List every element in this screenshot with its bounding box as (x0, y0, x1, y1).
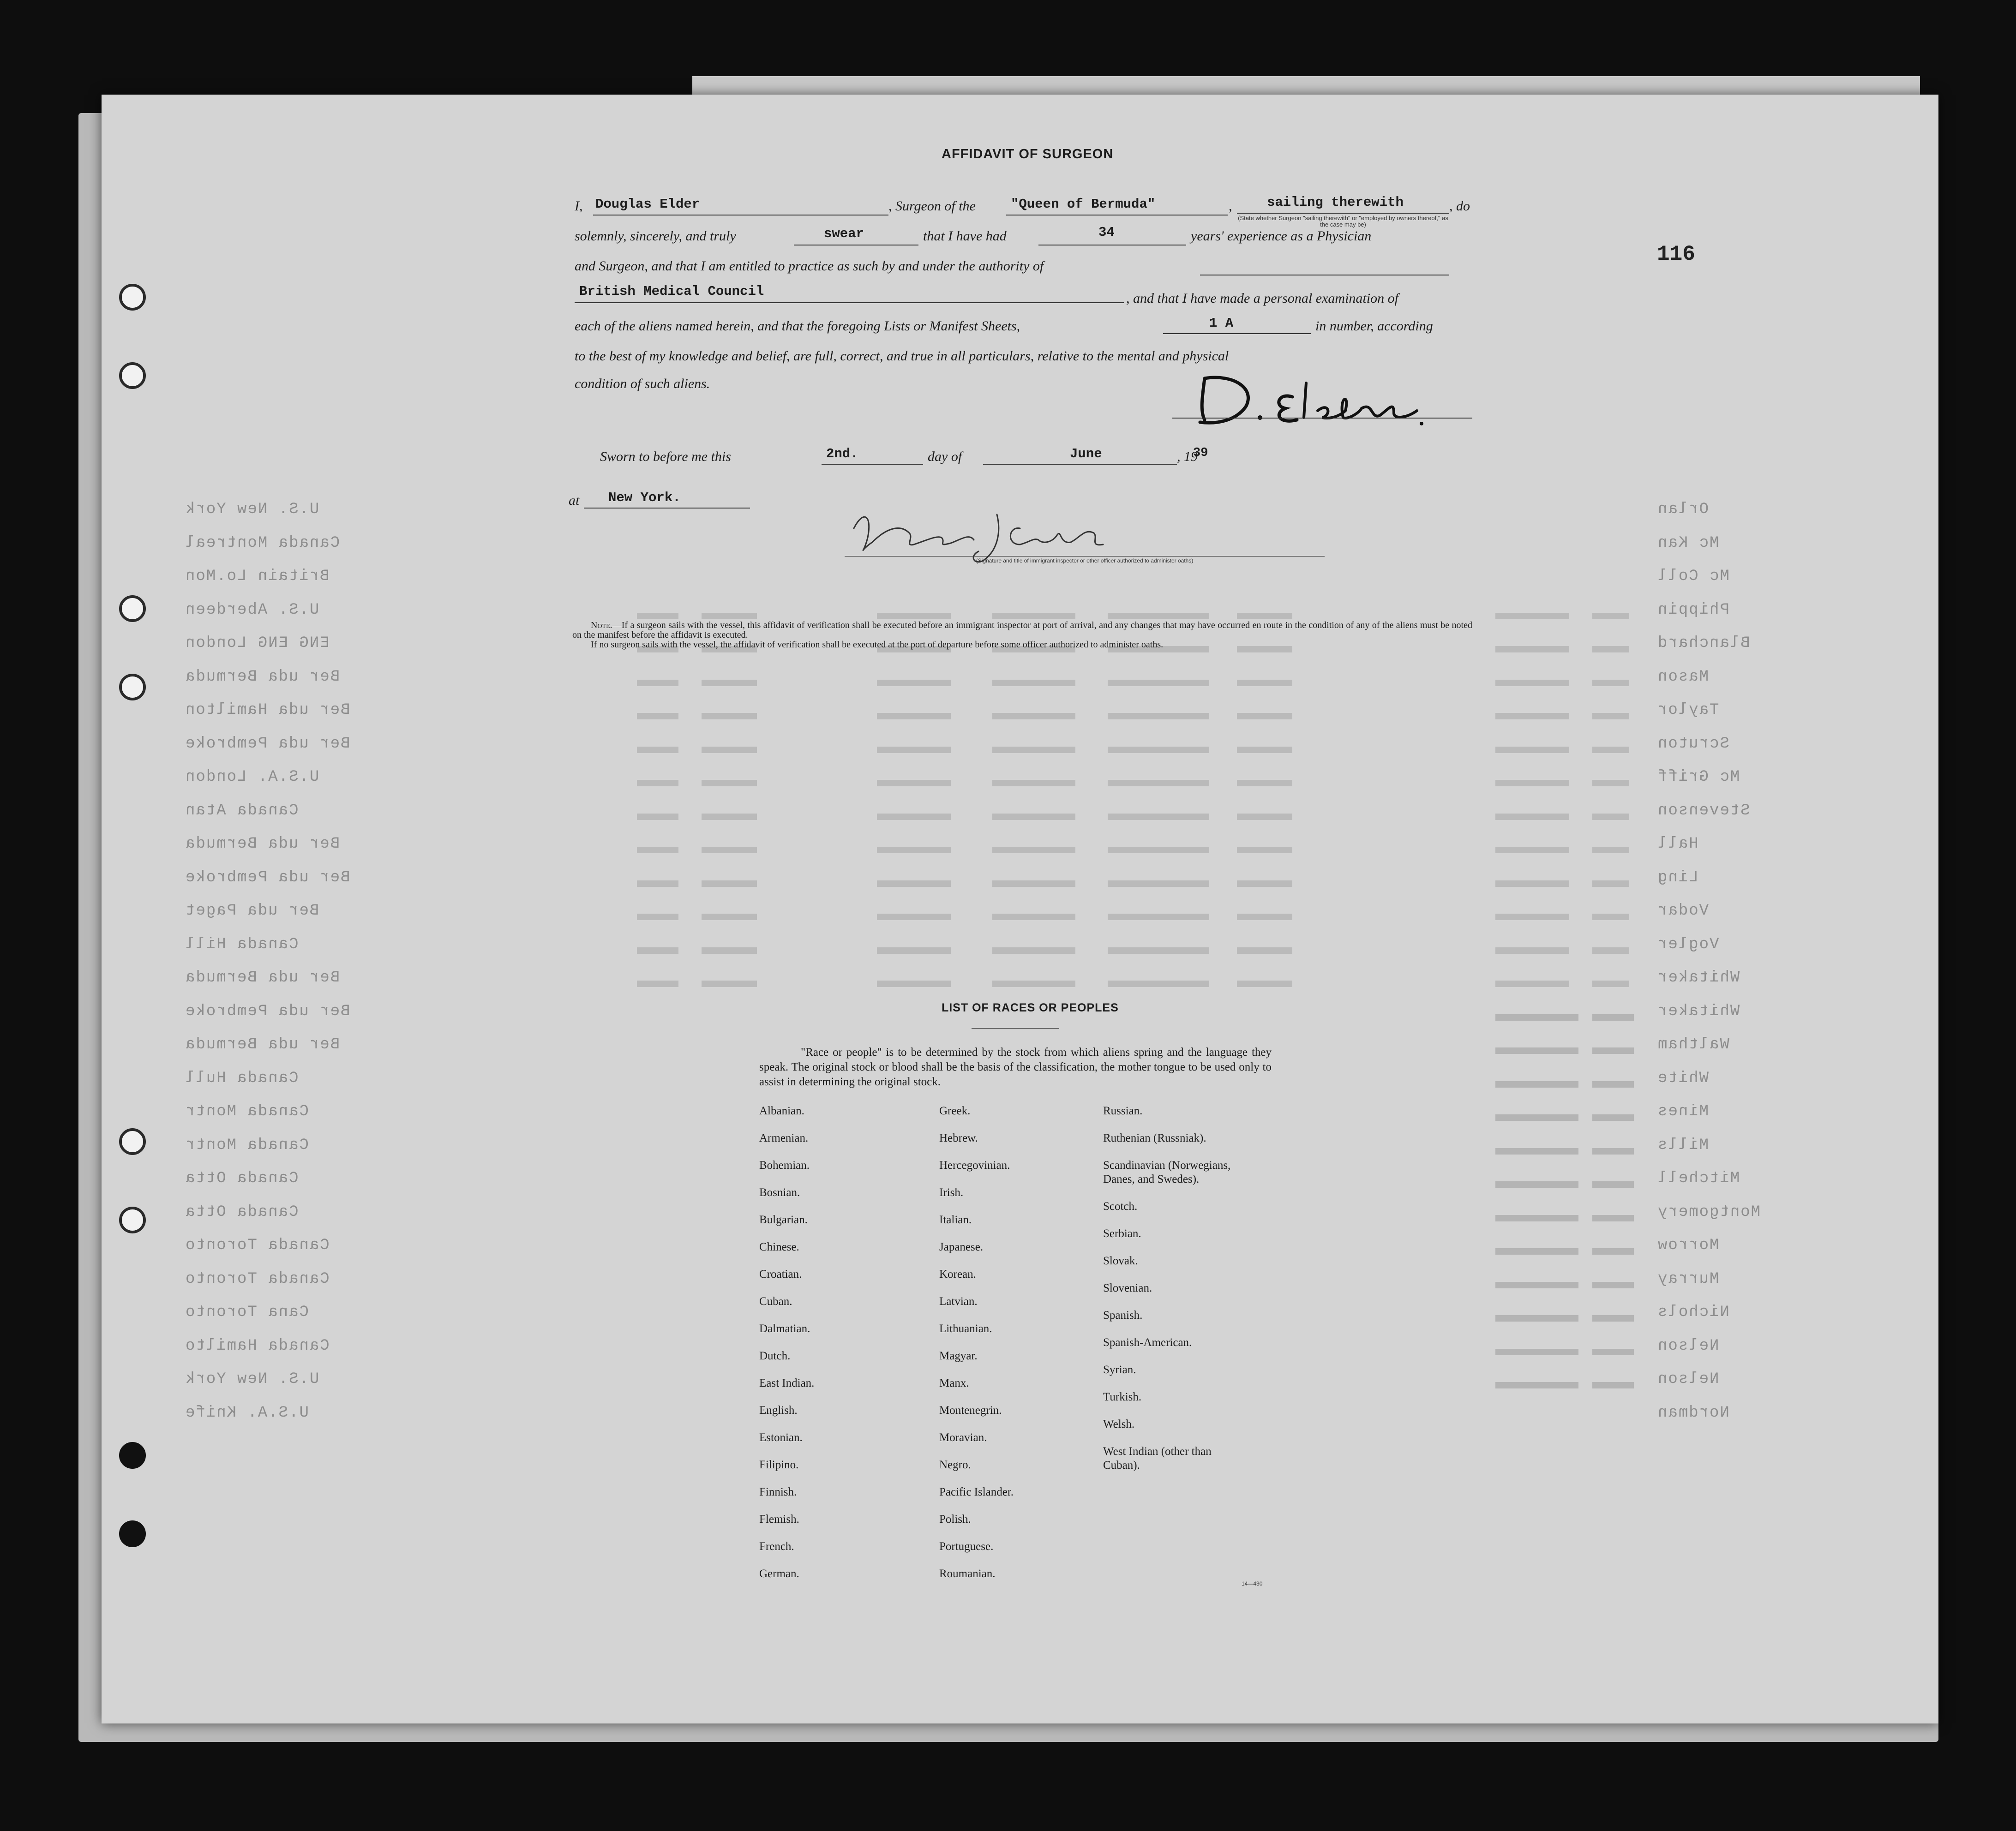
race-item: Bulgarian. (759, 1214, 808, 1226)
bleed-mark (877, 613, 951, 619)
bleed-mark (1495, 1282, 1578, 1288)
bleed-mark (1592, 981, 1629, 987)
bleed-through-text: Vogler (1657, 935, 1719, 953)
bleed-through-text: Montgomery (1657, 1203, 1761, 1221)
race-item: Manx. (939, 1377, 969, 1389)
bleed-mark (1592, 814, 1629, 820)
race-item: Italian. (939, 1214, 972, 1226)
bleed-mark (637, 747, 678, 753)
text-day-of: day of (928, 449, 962, 464)
races-intro-text: "Race or people" is to be determined by the stock from which aliens spring and the language they speak. The original stock or blood shall be the basis of the classification, the mother tongue to be used only to assist in determining the original stock. (759, 1046, 1272, 1088)
bleed-mark (1495, 1047, 1578, 1054)
bleed-through-text: Mitchell (1657, 1170, 1740, 1187)
race-item: Slovak. (1103, 1255, 1138, 1267)
note-paragraph (572, 621, 1472, 650)
bleed-mark (992, 780, 1075, 786)
bleed-mark (1237, 814, 1292, 820)
bleed-mark (1495, 713, 1569, 719)
race-item: Scandinavian (Norwegians, (1103, 1159, 1231, 1172)
bleed-mark (992, 713, 1075, 719)
race-item: Latvian. (939, 1295, 978, 1308)
bleed-through-text: Mills (1657, 1136, 1709, 1154)
binder-hole (119, 1520, 146, 1547)
bleed-through-text: Blanchard (1657, 634, 1750, 652)
inspector-caption: (Signature and title of immigrant inspector or other officer authorized to administer oaths) (976, 557, 1194, 564)
race-item: Irish. (939, 1186, 964, 1199)
bleed-through-text: Vodar (1657, 902, 1709, 920)
bleed-through-text: U.S. New York (185, 501, 319, 518)
bleed-mark (1592, 713, 1629, 719)
race-item: Montenegrin. (939, 1404, 1002, 1417)
bleed-mark (1495, 1215, 1578, 1221)
bleed-mark (1592, 613, 1629, 619)
bleed-through-text: Ber uda Bermuda (185, 835, 340, 853)
bleed-mark (1495, 814, 1569, 820)
bleed-through-text: U.S.A. Knife (185, 1404, 309, 1422)
bleed-mark (992, 847, 1075, 853)
races-intro (759, 1045, 1272, 1089)
race-item: Roumanian. (939, 1568, 996, 1580)
bleed-through-text: U.S.A. London (185, 768, 319, 786)
bleed-mark (637, 613, 678, 619)
text-each-alien: each of the aliens named herein, and that the foregoing Lists or Manifest Sheets, (575, 318, 1020, 334)
bleed-through-text: Ber uda Hamilton (185, 701, 350, 719)
bleed-mark (1495, 1349, 1578, 1355)
rule (575, 302, 1124, 303)
race-item: Magyar. (939, 1350, 978, 1362)
text-surgeon-of: , Surgeon of the (888, 198, 976, 214)
bleed-through-text: Mc Coll (1657, 568, 1729, 585)
bleed-mark (1495, 747, 1569, 753)
text-and-surgeon: and Surgeon, and that I am entitled to practice as such by and under the authority of (575, 258, 1044, 274)
bleed-mark (1237, 880, 1292, 887)
bleed-through-text: ENG ENG London (185, 634, 330, 652)
bleed-mark (1495, 1382, 1578, 1388)
bleed-mark (992, 914, 1075, 920)
sailing-status-hint: (State whether Surgeon "sailing therewith" or "employed by owners thereof," as the case may be) (1238, 215, 1448, 228)
bleed-mark (1592, 880, 1629, 887)
race-item: Croatian. (759, 1268, 802, 1281)
bleed-through-text: Orlan (1657, 501, 1709, 518)
race-item: Pacific Islander. (939, 1486, 1014, 1498)
bleed-mark (1495, 1081, 1578, 1088)
bleed-through-text: Canada Toronto (185, 1237, 330, 1254)
bleed-through-text: Nichols (1657, 1304, 1729, 1321)
bleed-mark (1237, 747, 1292, 753)
bleed-mark (1592, 847, 1629, 853)
bleed-through-text: Mc Kan (1657, 534, 1719, 552)
bleed-mark (1592, 1215, 1634, 1221)
bleed-mark (1495, 1181, 1578, 1188)
bleed-mark (1495, 1315, 1578, 1322)
race-item: Negro. (939, 1459, 971, 1471)
race-item: Bohemian. (759, 1159, 810, 1172)
text-personal-exam: , and that I have made a personal examination of (1126, 291, 1398, 306)
text-comma: , (1229, 198, 1232, 214)
race-item: Syrian. (1103, 1364, 1136, 1376)
race-item: Ruthenian (Russniak). (1103, 1132, 1206, 1144)
race-item: Filipino. (759, 1459, 799, 1471)
bleed-mark (1592, 1282, 1634, 1288)
bleed-mark (1237, 713, 1292, 719)
bleed-through-text: Whitaker (1657, 1002, 1740, 1020)
bleed-through-text: Ber uda Paget (185, 902, 319, 920)
bleed-through-text: Nordman (1657, 1404, 1729, 1422)
bleed-mark (1108, 680, 1209, 686)
bleed-mark (1108, 914, 1209, 920)
bleed-mark (1495, 914, 1569, 920)
bleed-through-text: Ber uda Pembroke (185, 868, 350, 886)
note-text: —If a surgeon sails with the vessel, this affidavit of verification shall be executed before an immigrant inspector at port of arrival, and any changes that may have occurred en route in the condition of any of the aliens must be noted on the manifest before the affidavit is executed. (572, 620, 1472, 640)
bleed-mark (1108, 880, 1209, 887)
bleed-mark (1592, 780, 1629, 786)
race-item: Portuguese. (939, 1540, 994, 1553)
bleed-mark (1495, 947, 1569, 954)
race-item: Albanian. (759, 1105, 804, 1117)
race-item: Hercegovinian. (939, 1159, 1010, 1172)
bleed-mark (992, 880, 1075, 887)
ship-name: "Queen of Bermuda" (1011, 197, 1156, 212)
bleed-mark (1237, 981, 1292, 987)
bleed-mark (992, 680, 1075, 686)
bleed-mark (702, 914, 757, 920)
bleed-mark (637, 847, 678, 853)
bleed-mark (1592, 1114, 1634, 1121)
sworn-month: June (1070, 446, 1102, 461)
race-item: German. (759, 1568, 799, 1580)
bleed-mark (1108, 814, 1209, 820)
authority: British Medical Council (579, 284, 764, 299)
sheet-count: 1 A (1209, 316, 1234, 331)
text-best-knowledge: to the best of my knowledge and belief, are full, correct, and true in all particulars, relative to the mental and physical (575, 348, 1229, 364)
bleed-mark (702, 880, 757, 887)
bleed-mark (1237, 847, 1292, 853)
bleed-through-text: Mc Griff (1657, 768, 1740, 786)
bleed-mark (1108, 613, 1209, 619)
race-item: Russian. (1103, 1105, 1143, 1117)
bleed-mark (1237, 947, 1292, 954)
note-text-2: If no surgeon sails with the vessel, the affidavit of verification shall be executed at the port of departure before some officer authorized to administer oaths. (591, 640, 1164, 650)
binder-hole (119, 674, 146, 700)
race-item: Greek. (939, 1105, 971, 1117)
bleed-mark (1495, 646, 1569, 652)
bleed-mark (702, 780, 757, 786)
text-in-number: in number, according (1315, 318, 1433, 334)
bleed-through-text: Cana Toronto (185, 1304, 309, 1321)
bleed-through-text: Canada Atan (185, 802, 299, 820)
bleed-mark (1108, 847, 1209, 853)
bleed-mark (1495, 680, 1569, 686)
bleed-mark (637, 880, 678, 887)
race-item: Bosnian. (759, 1186, 800, 1199)
text-i-have-had: that I have had (923, 228, 1007, 244)
bleed-mark (637, 780, 678, 786)
bleed-mark (1592, 646, 1629, 652)
bleed-mark (1108, 780, 1209, 786)
page-number: 116 (1657, 242, 1695, 266)
bleed-mark (877, 713, 951, 719)
text-nineteen: , 19 (1177, 449, 1198, 464)
title-underline (972, 1028, 1059, 1029)
surgeon-signature (1191, 369, 1477, 434)
race-item: Armenian. (759, 1132, 809, 1144)
sworn-year: 39 (1193, 446, 1208, 460)
text-do: , do (1449, 198, 1470, 214)
race-item: Dutch. (759, 1350, 791, 1362)
text-sworn: Sworn to before me this (600, 449, 731, 464)
bleed-mark (1495, 880, 1569, 887)
text-at: at (569, 493, 580, 508)
races-title: LIST OF RACES OR PEOPLES (942, 1001, 1119, 1014)
bleed-through-text: Mines (1657, 1103, 1709, 1120)
race-item: Japanese. (939, 1241, 984, 1253)
bleed-mark (1592, 1248, 1634, 1255)
bleed-through-text: Waltham (1657, 1036, 1729, 1053)
bleed-mark (702, 814, 757, 820)
bleed-mark (1237, 613, 1292, 619)
bleed-mark (637, 981, 678, 987)
binder-hole (119, 1207, 146, 1233)
race-item: Scotch. (1103, 1200, 1138, 1213)
bleed-through-text: White (1657, 1069, 1709, 1087)
bleed-through-text: Ber uda Bermuda (185, 969, 340, 987)
bleed-mark (877, 847, 951, 853)
bleed-mark (637, 713, 678, 719)
bleed-through-text: Ber uda Bermuda (185, 1036, 340, 1053)
bleed-mark (877, 814, 951, 820)
race-item: West Indian (other than (1103, 1445, 1212, 1458)
race-item: Estonian. (759, 1431, 803, 1444)
bleed-through-text: Ber uda Pembroke (185, 735, 350, 753)
bleed-mark (1592, 680, 1629, 686)
bleed-through-text: Canada Hull (185, 1069, 299, 1087)
race-item: Dalmatian. (759, 1322, 810, 1335)
bleed-through-text: Britain Lo.Mon (185, 568, 330, 585)
years-experience: 34 (1098, 225, 1115, 240)
bleed-mark (992, 981, 1075, 987)
bleed-mark (1592, 1382, 1634, 1388)
bleed-through-text: Ber uda Pembroke (185, 1002, 350, 1020)
race-item: Danes, and Swedes). (1103, 1173, 1200, 1185)
race-item: Lithuanian. (939, 1322, 992, 1335)
race-item: Cuban). (1103, 1459, 1140, 1472)
bleed-mark (1495, 613, 1569, 619)
bleed-mark (877, 680, 951, 686)
bleed-mark (637, 947, 678, 954)
bleed-through-text: Ling (1657, 868, 1698, 886)
bleed-through-text: Canada Toronto (185, 1270, 330, 1288)
race-item: English. (759, 1404, 798, 1417)
bleed-mark (702, 713, 757, 719)
bleed-through-text: Mason (1657, 668, 1709, 686)
bleed-through-text: Morrow (1657, 1237, 1719, 1254)
race-item: Slovenian. (1103, 1282, 1152, 1294)
bleed-mark (1108, 747, 1209, 753)
sworn-day: 2nd. (826, 446, 858, 461)
bleed-through-text: Taylor (1657, 701, 1719, 719)
signature-rule (1172, 418, 1472, 419)
bleed-mark (1495, 1248, 1578, 1255)
bleed-mark (702, 680, 757, 686)
bleed-mark (992, 747, 1075, 753)
rule (983, 464, 1177, 465)
bleed-mark (877, 780, 951, 786)
bleed-mark (1592, 747, 1629, 753)
race-item: East Indian. (759, 1377, 815, 1389)
bleed-mark (877, 880, 951, 887)
bleed-mark (1592, 1181, 1634, 1188)
binder-hole (119, 284, 146, 311)
bleed-through-text: Murray (1657, 1270, 1719, 1288)
bleed-through-text: Canada Montr (185, 1136, 309, 1154)
rule (584, 508, 750, 509)
bleed-mark (1495, 1148, 1578, 1155)
bleed-mark (702, 947, 757, 954)
note-label: Note. (591, 620, 612, 630)
race-item: Spanish. (1103, 1309, 1143, 1322)
bleed-mark (877, 914, 951, 920)
bleed-mark (1495, 847, 1569, 853)
bleed-through-text: Canada Otta (185, 1203, 299, 1221)
bleed-through-text: U.S. New York (185, 1370, 319, 1388)
bleed-mark (1592, 1014, 1634, 1021)
bleed-mark (1592, 1081, 1634, 1088)
bleed-through-text: Stevenson (1657, 802, 1750, 820)
text-i: I, (575, 198, 583, 214)
bleed-mark (1108, 947, 1209, 954)
races-column-1 (759, 1105, 814, 1595)
race-item: Spanish-American. (1103, 1336, 1192, 1349)
race-item: Finnish. (759, 1486, 797, 1498)
bleed-mark (992, 613, 1075, 619)
races-column-3 (1103, 1105, 1230, 1487)
bleed-mark (1495, 1114, 1578, 1121)
bleed-mark (702, 847, 757, 853)
bleed-through-text: Canada Montreal (185, 534, 340, 552)
bleed-mark (637, 814, 678, 820)
surgeon-name: Douglas Elder (595, 197, 700, 212)
race-item: Hebrew. (939, 1132, 978, 1144)
bleed-through-text: Canada Montr (185, 1103, 309, 1120)
binder-hole (119, 362, 146, 389)
race-item: Welsh. (1103, 1418, 1135, 1430)
race-item: Chinese. (759, 1241, 799, 1253)
race-item: Korean. (939, 1268, 976, 1281)
bleed-mark (1108, 981, 1209, 987)
bleed-through-text: Nelson (1657, 1370, 1719, 1388)
bleed-mark (877, 747, 951, 753)
bleed-mark (702, 613, 757, 619)
bleed-mark (1108, 713, 1209, 719)
bleed-mark (1237, 914, 1292, 920)
bleed-mark (877, 981, 951, 987)
bleed-mark (1592, 1315, 1634, 1322)
race-item: Flemish. (759, 1513, 799, 1526)
rule (1163, 333, 1311, 334)
bleed-mark (1495, 981, 1569, 987)
bleed-mark (992, 814, 1075, 820)
bleed-mark (637, 680, 678, 686)
bleed-through-text: Ber uda Bermuda (185, 668, 340, 686)
bleed-through-text: Whitaker (1657, 969, 1740, 987)
binder-hole (119, 595, 146, 622)
bleed-mark (1592, 1349, 1634, 1355)
race-item: Turkish. (1103, 1391, 1142, 1403)
sailing-status: sailing therewith (1267, 195, 1404, 210)
rule (1237, 213, 1449, 214)
form-number: 14—430 (1242, 1580, 1263, 1587)
bleed-through-text: Scruton (1657, 735, 1729, 753)
bleed-mark (1495, 1014, 1578, 1021)
race-item: Polish. (939, 1513, 971, 1526)
text-solemnly: solemnly, sincerely, and truly (575, 228, 736, 244)
bleed-mark (1592, 1148, 1634, 1155)
bleed-mark (992, 947, 1075, 954)
binder-hole (119, 1442, 146, 1469)
race-item: Cuban. (759, 1295, 792, 1308)
bleed-mark (1592, 947, 1629, 954)
bleed-mark (1592, 1047, 1634, 1054)
bleed-mark (1592, 914, 1629, 920)
race-item: Serbian. (1103, 1227, 1141, 1240)
race-item: French. (759, 1540, 794, 1553)
races-column-2 (939, 1105, 1014, 1595)
text-years-experience: years' experience as a Physician (1191, 228, 1372, 244)
rule (822, 464, 923, 465)
sworn-place: New York. (608, 490, 681, 505)
bleed-through-text: U.S. Aberdeen (185, 601, 319, 619)
binder-hole (119, 1128, 146, 1155)
bleed-through-text: Phippin (1657, 601, 1729, 619)
bleed-mark (702, 981, 757, 987)
bleed-mark (1237, 780, 1292, 786)
oath-type: swear (824, 226, 864, 241)
bleed-mark (1495, 780, 1569, 786)
bleed-mark (702, 747, 757, 753)
bleed-through-text: Canada Otta (185, 1170, 299, 1187)
bleed-through-text: Canada Hamilto (185, 1337, 330, 1355)
affidavit-title: AFFIDAVIT OF SURGEON (942, 147, 1114, 162)
text-condition: condition of such aliens. (575, 376, 710, 391)
race-item: Moravian. (939, 1431, 987, 1444)
bleed-mark (877, 947, 951, 954)
bleed-through-text: Canada Hill (185, 935, 299, 953)
bleed-mark (1237, 680, 1292, 686)
bleed-through-text: Hall (1657, 835, 1698, 853)
bleed-through-text: Nelson (1657, 1337, 1719, 1355)
bleed-mark (637, 914, 678, 920)
